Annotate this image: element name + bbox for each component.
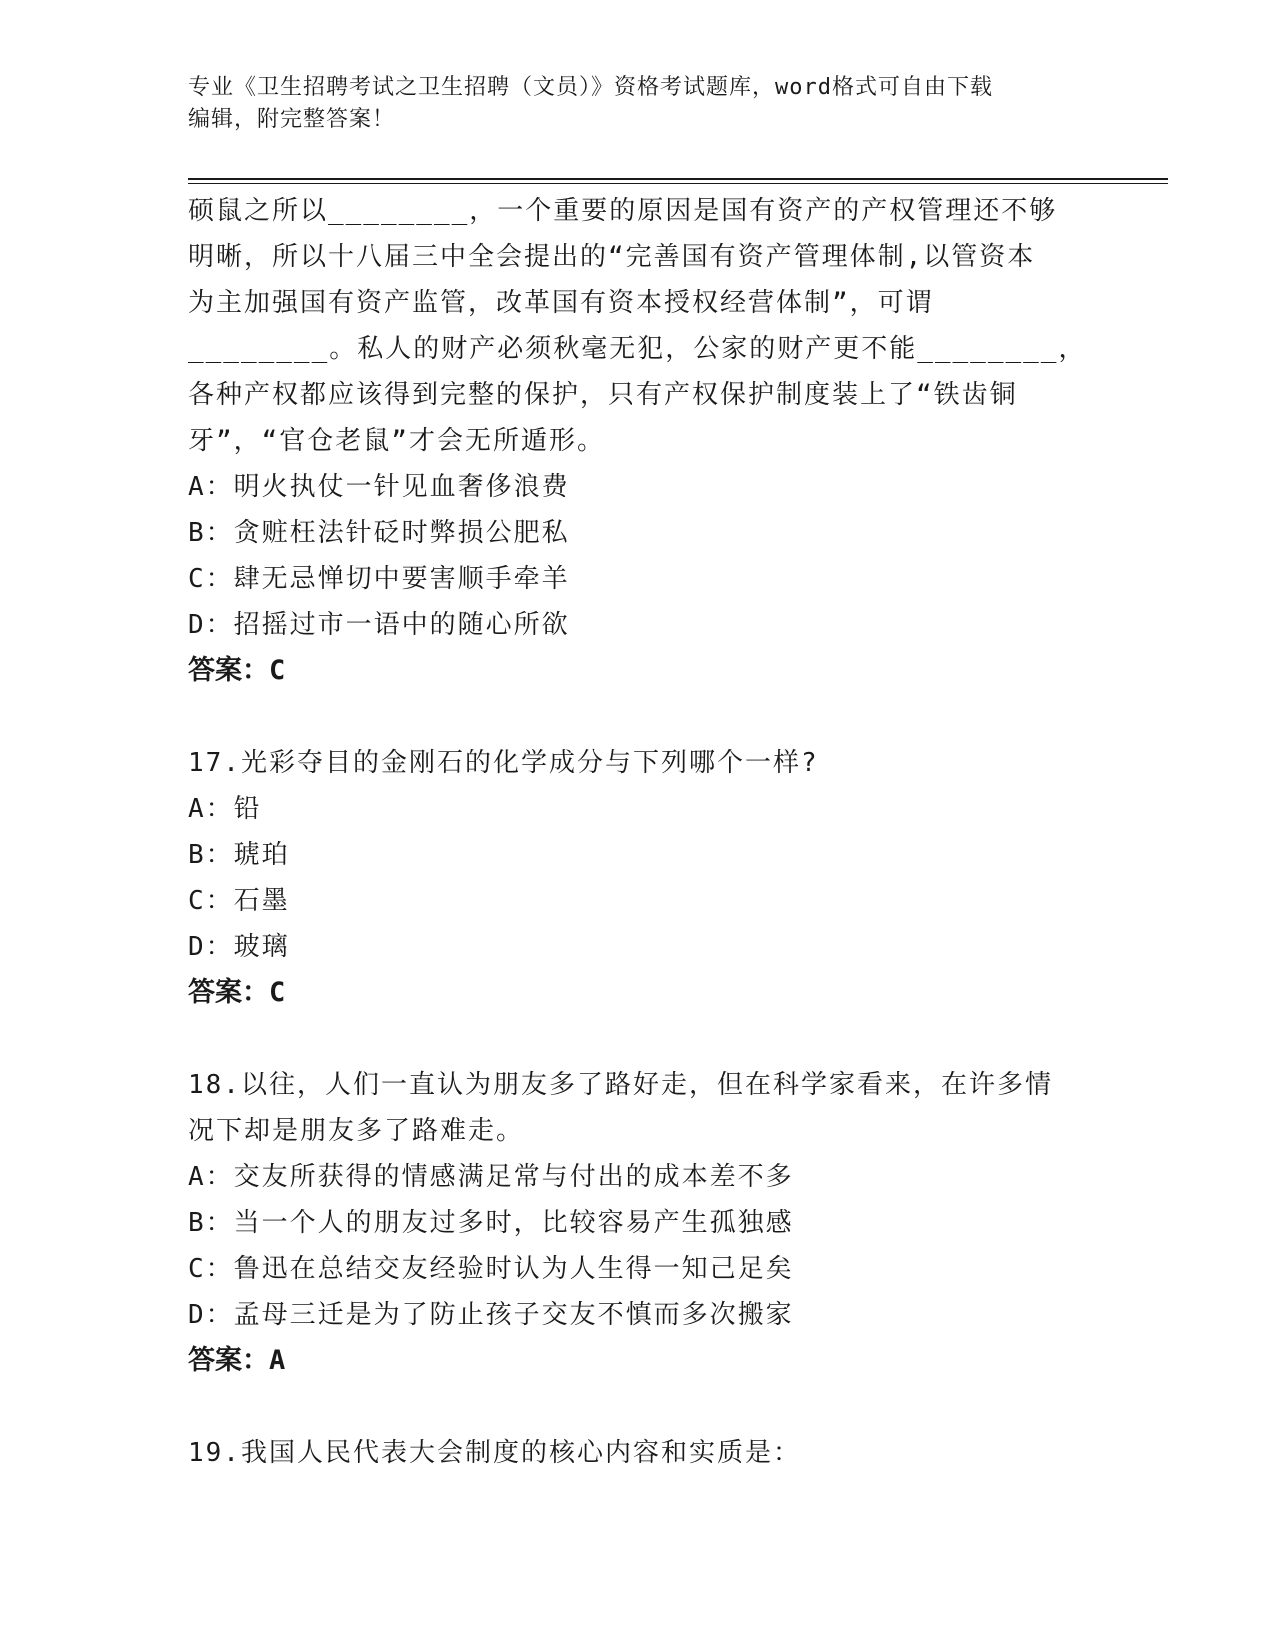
divider-thin [188,183,1168,184]
answer: 答案：A [188,1345,286,1376]
option-c: C：鲁迅在总结交友经验时认为人生得一知己足矣 [188,1254,794,1284]
option-d: D：玻璃 [188,932,290,962]
spacer [188,694,1088,740]
spacer [188,1016,1088,1062]
option-c: C：石墨 [188,886,290,916]
question-stem: 17.光彩夺目的金刚石的化学成分与下列哪个一样? [188,748,819,778]
question-16 [188,188,1088,694]
question-stem-line: 为主加强国有资产监管，改革国有资本授权经营体制”，可谓 [188,288,934,318]
question-stem-line: 18.以往，人们一直认为朋友多了路好走，但在科学家看来，在许多情 [188,1070,1053,1100]
answer: 答案：C [188,655,286,686]
option-b: B：琥珀 [188,840,290,870]
document-header [188,72,1168,136]
question-17 [188,740,1088,1016]
option-a: A：明火执仗一针见血奢侈浪费 [188,472,570,502]
header-line-1: 专业《卫生招聘考试之卫生招聘（文员）》资格考试题库，word格式可自由下载 [188,75,993,100]
question-stem-line: ________。私人的财产必须秋毫无犯，公家的财产更不能________， [188,334,1087,364]
header-line-2: 编辑，附完整答案！ [188,107,396,132]
question-stem-line: 各种产权都应该得到完整的保护，只有产权保护制度装上了“铁齿铜 [188,380,1018,410]
option-d: D：孟母三迁是为了防止孩子交友不慎而多次搬家 [188,1300,794,1330]
option-d: D：招摇过市一语中的随心所欲 [188,610,570,640]
question-stem-line: 况下却是朋友多了路难走。 [188,1116,525,1146]
option-a: A：交友所获得的情感满足常与付出的成本差不多 [188,1162,794,1192]
header-divider [188,178,1168,184]
spacer [188,1384,1088,1430]
question-list [188,188,1088,1476]
question-stem-line: 明晰，所以十八届三中全会提出的“完善国有资产管理体制,以管资本 [188,242,1036,272]
question-stem-line: 牙”，“官仓老鼠”才会无所遁形。 [188,426,605,456]
question-stem-line: 硕鼠之所以________，一个重要的原因是国有资产的产权管理还不够 [188,196,1058,226]
question-18 [188,1062,1088,1384]
question-19 [188,1430,1088,1476]
question-stem: 19.我国人民代表大会制度的核心内容和实质是： [188,1438,801,1468]
option-b: B：当一个人的朋友过多时，比较容易产生孤独感 [188,1208,794,1238]
answer: 答案：C [188,977,286,1008]
option-c: C：肆无忌惮切中要害顺手牵羊 [188,564,570,594]
option-a: A：铅 [188,794,262,824]
option-b: B：贪赃枉法针砭时弊损公肥私 [188,518,570,548]
divider-thick [188,178,1168,180]
